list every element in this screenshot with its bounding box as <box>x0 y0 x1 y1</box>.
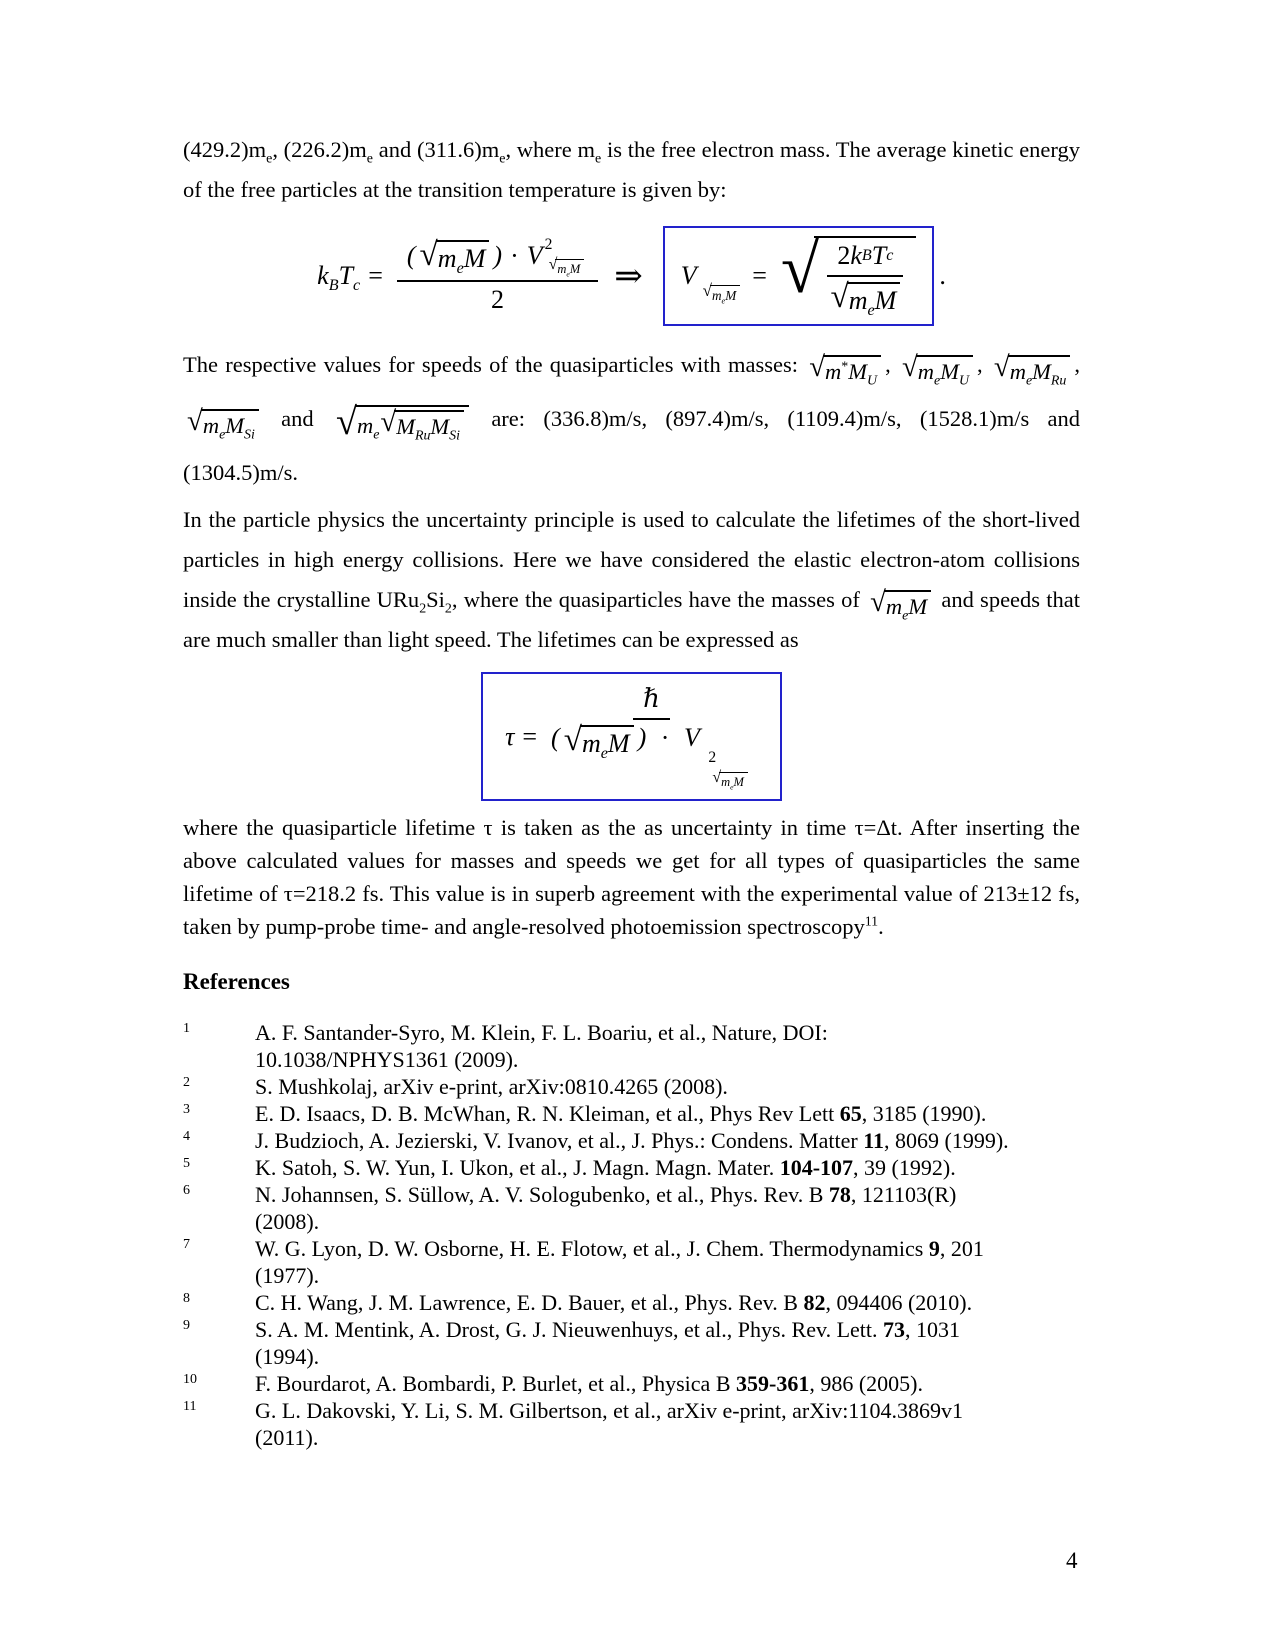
cdot: · <box>660 723 670 752</box>
reference-number: 6 <box>183 1183 190 1199</box>
reference-number: 7 <box>183 1237 190 1253</box>
reference-row: 7 W. G. Lyon, D. W. Osborne, H. E. Flotow, et al., J. Chem. Thermodynamics 9, 201 <box>183 1235 1080 1262</box>
right-paren: ) <box>637 723 647 752</box>
radical-sign: √ <box>901 351 918 383</box>
radical-sign: √ <box>809 351 826 383</box>
left-paren: ( <box>406 241 416 271</box>
reference-number <box>183 1420 255 1447</box>
reference-number: 11 <box>183 1399 197 1415</box>
radical-sign: √ <box>335 401 357 443</box>
sqrt-me-MRu: √ $m_eM_{Ru}$ <box>994 355 1070 385</box>
sqrt-me-M-small: √ $m_eM$ <box>712 772 748 789</box>
tau-var: τ <box>505 721 515 751</box>
reference-row: 9 S. A. M. Mentink, A. Drost, G. J. Nieuwenhuys, et al., Phys. Rev. Lett. 73, 1031 <box>183 1316 1080 1343</box>
conclusion-period: . <box>878 914 884 940</box>
radical-sign: √ <box>548 256 558 273</box>
reference-number <box>183 1042 255 1069</box>
reference-row: 1 A. F. Santander-Syro, M. Klein, F. L. Boariu, et al., Nature, DOI: <box>183 1019 1080 1046</box>
intro-text-4: , where m <box>505 137 596 162</box>
radical-sign: √ <box>712 768 722 786</box>
lifetimes-text-2: Si <box>426 587 445 612</box>
sqrt-me-M: √ $m_eM$ <box>564 725 634 759</box>
fraction-velocity: 2 k B T c √ $m_eM$ <box>826 241 904 316</box>
separator: , <box>885 352 891 377</box>
references-heading: References <box>183 969 290 995</box>
paragraph-intro <box>183 130 1080 210</box>
equals-sign: = <box>522 721 538 751</box>
subscript-e: e <box>366 151 373 167</box>
subscript-e: e <box>595 151 602 167</box>
reference-row: (2008). <box>183 1208 1080 1235</box>
references-list <box>183 1019 1080 1451</box>
velocity-var: V <box>683 723 700 752</box>
big-sqrt <box>780 230 916 320</box>
reference-row: (1977). <box>183 1262 1080 1289</box>
reference-row: 4 J. Budzioch, A. Jezierski, V. Ivanov, et al., J. Phys.: Condens. Matter 11, 8069 (1999). <box>183 1127 1080 1154</box>
reference-row: 11 G. L. Dakovski, Y. Li, S. M. Gilbertson, et al., arXiv e-print, arXiv:1104.3869v1 <box>183 1397 1080 1424</box>
sqrt-me-M: √ $m_eM$ <box>870 590 931 620</box>
velocity-var: V <box>680 260 697 290</box>
sqrt-me-MU: √ $m_eM_U$ <box>902 355 973 385</box>
reference-row: 8 C. H. Wang, J. M. Lawrence, E. D. Bauer, et al., Phys. Rev. B 82, 094406 (2010). <box>183 1289 1080 1316</box>
reference-number: 10 <box>183 1372 197 1388</box>
reference-number <box>183 1204 255 1231</box>
reference-number: 9 <box>183 1318 190 1334</box>
sqrt-MRu-MSi: √ $M_{Ru}M_{Si}$ <box>380 410 464 440</box>
reference-row: (2011). <box>183 1424 1080 1451</box>
reference-number: 4 <box>183 1129 190 1145</box>
intro-text-2: , (226.2)m <box>272 137 367 162</box>
v-sup-sub: 2 √ $m_eM$ <box>708 750 752 790</box>
left-paren: ( <box>551 723 560 752</box>
boxed-lifetime-formula <box>481 672 782 801</box>
speeds-tail: are: (336.8)m/s, (897.4)m/s, (1109.4)m/s, (1528.1)m/s and (1304.5)m/s. <box>183 406 1080 485</box>
page-number: 4 <box>1066 1548 1078 1573</box>
sqrt-me-M: √ $m_eM$ <box>830 282 900 316</box>
denominator-two: 2 <box>491 285 505 315</box>
reference-number: 8 <box>183 1291 190 1307</box>
velocity-var: V <box>526 241 543 271</box>
reference-number: 2 <box>183 1075 190 1091</box>
radical-sign: √ <box>870 586 886 618</box>
sqrt-me-M: √ $m_eM$ <box>420 240 490 274</box>
right-paren: ) <box>493 241 503 271</box>
reference-number: 3 <box>183 1102 190 1118</box>
reference-row: (1994). <box>183 1343 1080 1370</box>
radical-sign: √ <box>187 405 203 437</box>
reference-row: 5 K. Satoh, S. W. Yun, I. Ukon, et al., J. Magn. Magn. Mater. 104-107, 39 (1992). <box>183 1154 1080 1181</box>
radical-sign: √ <box>563 721 582 758</box>
radical-sign: √ <box>780 230 820 309</box>
reference-number: 1 <box>183 1021 190 1037</box>
subscript-2: 2 <box>419 601 427 617</box>
equation-lifetime <box>183 672 1080 801</box>
subscript-e: e <box>266 151 273 167</box>
speeds-lead: The respective values for speeds of the quasiparticles with masses: <box>183 352 798 377</box>
sqrt-mstar-MU: √ $m^*M_U$ <box>809 355 881 385</box>
equals-sign: = <box>368 261 383 290</box>
reference-row: 6 N. Johannsen, S. Süllow, A. V. Sologubenko, et al., Phys. Rev. B 78, 121103(R) <box>183 1181 1080 1208</box>
radical-sign: √ <box>702 280 712 300</box>
reference-row: 10 F. Bourdarot, A. Bombardi, P. Burlet, et al., Physica B 359-361, 986 (2005). <box>183 1370 1080 1397</box>
kbtc-term: $k_BT_c$ <box>317 261 361 295</box>
radical-sign: √ <box>380 406 397 438</box>
radical-sign: √ <box>830 278 849 316</box>
subscript-e: e <box>499 151 506 167</box>
lifetimes-text-3: , where the quasiparticles have the masses of <box>451 587 860 612</box>
conclusion-text: where the quasiparticle lifetime τ is taken as the as uncertainty in time τ=Δt. After inserting the above calculated values for masses and speeds we get for all types of quasiparticles the same lifetime of τ=218.2 fs. This value is in superb agreement with the experimental value of 213±12 fs, taken by pump-probe time- and angle-resolved photoemission spectroscopy <box>183 815 1080 940</box>
citation-superscript: 11 <box>864 914 879 930</box>
hbar-symbol: ℏ <box>643 684 660 713</box>
sqrt-me-M-small: √ $m_eM$ <box>703 285 741 303</box>
separator: , <box>1074 352 1081 377</box>
reference-row: 10.1038/NPHYS1361 (2009). <box>183 1046 1080 1073</box>
separator: , <box>977 352 983 377</box>
cdot: · <box>510 241 519 271</box>
sqrt-me-sqrt-MRuMSi: √ $m_e$ √ $M_{Ru}M_{Si}$ <box>336 405 469 443</box>
equals-sign: = <box>752 260 767 290</box>
implies-arrow-icon: ⇒ <box>614 258 643 295</box>
intro-text-3: and (311.6)m <box>372 137 500 162</box>
page-content <box>183 130 1080 1451</box>
paragraph-conclusion <box>183 811 1080 943</box>
lifetimes-text-4: and speeds that are much smaller than light speed. The lifetimes can be expressed as <box>183 587 1081 652</box>
reference-number <box>183 1339 255 1366</box>
intro-text-5: is the free electron mass. The average kinetic energy of the free particles at the transition temperature is given by: <box>183 137 1081 202</box>
subscript-2: 2 <box>444 601 452 617</box>
equation-kinetic-energy <box>183 224 1080 328</box>
intro-text-1: (429.2)m <box>183 137 267 162</box>
reference-row: 3 E. D. Isaacs, D. B. McWhan, R. N. Kleiman, et al., Phys Rev Lett 65, 3185 (1990). <box>183 1100 1080 1127</box>
reference-row: 2 S. Mushkolaj, arXiv e-print, arXiv:0810.4265 (2008). <box>183 1073 1080 1100</box>
v-subscript <box>699 279 745 306</box>
reference-number: 5 <box>183 1156 190 1172</box>
fraction-lifetime <box>551 684 752 792</box>
trailing-period: . <box>939 261 946 290</box>
sqrt-me-M-small: √ $m_eM$ <box>549 259 585 276</box>
boxed-velocity-formula <box>663 226 935 326</box>
paragraph-speeds <box>183 338 1080 500</box>
radical-sign: √ <box>993 351 1010 383</box>
sqrt-me-MSi: √ $m_eM_{Si}$ <box>187 409 259 439</box>
radical-sign: √ <box>419 235 438 273</box>
lifetimes-text-1: In the particle physics the uncertainty principle is used to calculate the lifetimes of the short-lived particles in high energy collisions. Here we have considered the elastic electron-atom collisions inside the crystalline URu <box>183 507 1080 612</box>
reference-number <box>183 1258 255 1285</box>
fraction-kinetic <box>397 237 598 316</box>
and-word: and <box>281 406 314 431</box>
paragraph-lifetimes <box>183 500 1080 660</box>
v-sup-sub: 2 √ $m_eM$ <box>545 237 589 277</box>
